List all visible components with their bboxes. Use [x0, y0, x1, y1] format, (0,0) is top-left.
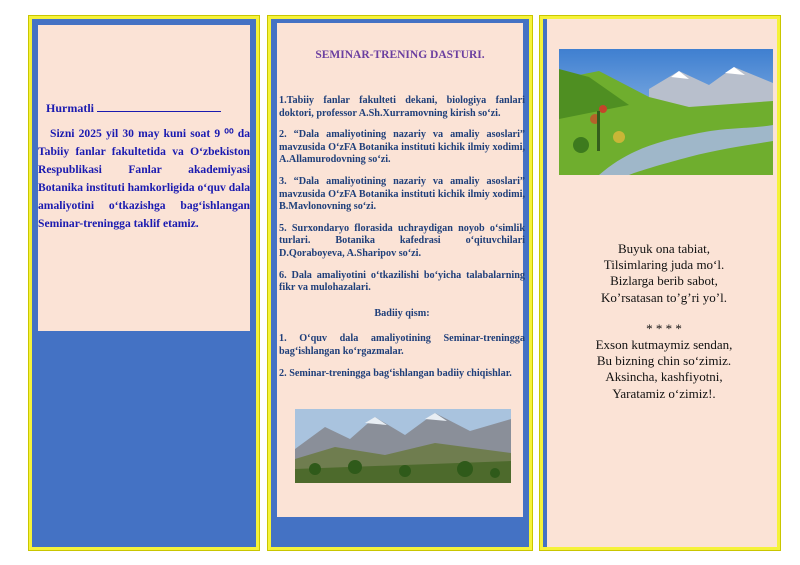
art-item: 2. Seminar-treningga bag‘ishlangan badiiy chiqishlar. — [279, 367, 512, 379]
poem-line: Bizlarga berib sabot, — [610, 273, 718, 289]
poem-line: Tilsimlaring juda mo‘l. — [603, 257, 725, 273]
greeting-line — [46, 101, 221, 116]
program-item: 6. Dala amaliyotini o‘tkazilishi bo‘yicha talabalarning fikr va mulohazalari. — [279, 269, 525, 294]
poem-separator: * * * * — [646, 320, 682, 336]
program-list — [279, 95, 525, 389]
program-item: 5. Surxondaryo florasida uchraydigan noyob o‘simlik turlari. Botanika kafedrasi o‘qituvchilari D.Qoraboyeva, A.Sharipov so‘zi. — [279, 222, 525, 259]
invitation-card — [38, 25, 250, 331]
program-item: 3. “Dala amaliyotining nazariy va amaliy asoslari” mavzusida O‘zFA Botanika instituti kichik ilmiy xodimi, B.Mavlonovning so‘zi. — [279, 175, 525, 213]
poem-line: Yaratamiz o‘zimiz!. — [612, 385, 716, 401]
program-card — [277, 23, 523, 517]
art-item: 1. O‘quv dala amaliyotining Seminar-treningga bag‘ishlangan ko‘rgazmalar. — [279, 333, 525, 357]
program-item: 1.Tabiiy fanlar fakulteti dekani, biologiya fanlari doktori, professor A.Sh.Xurramovning kirish so‘zi. — [279, 95, 525, 119]
mountain-photo — [295, 409, 511, 483]
poem-line: Exson kutmaymiz sendan, — [595, 337, 733, 353]
valley-photo — [559, 49, 773, 175]
program-title: SEMINAR-TRENING DASTURI. — [315, 49, 485, 61]
program-item: 2. “Dala amaliyotining nazariy va amaliy asoslari” mavzusida O‘zFA Botanika instituti kichik ilmiy xodimi, A.Allamurodovning so‘zi. — [279, 129, 525, 166]
poem-line: Aksincha, kashfiyotni, — [605, 369, 723, 385]
right-panel — [540, 16, 780, 550]
poem-line: Buyuk ona tabiat, — [617, 241, 711, 256]
art-subheading: Badiiy qism: — [374, 307, 430, 319]
name-blank-line — [97, 101, 221, 112]
poem — [551, 241, 777, 402]
poem-line: Ko’rsatasan to’g’ri yo’l. — [601, 289, 727, 305]
poem-line: Bu bizning chin so‘zimiz. — [596, 353, 732, 369]
greeting-text: Hurmatli — [46, 101, 94, 115]
left-panel — [29, 16, 259, 550]
poem-card — [547, 23, 773, 543]
middle-panel — [268, 16, 532, 550]
invitation-text: Sizni 2025 yil 30 may kuni soat 9 ⁰⁰ da Tabiiy fanlar fakultetida va O‘zbekiston Respublikasi Fanlar akademiyasi Botanika instituti hamkorligida o‘quv dala amaliyotini o‘tkazishga bag‘ishlangan Seminar-treningga taklif etamiz. — [38, 127, 250, 230]
